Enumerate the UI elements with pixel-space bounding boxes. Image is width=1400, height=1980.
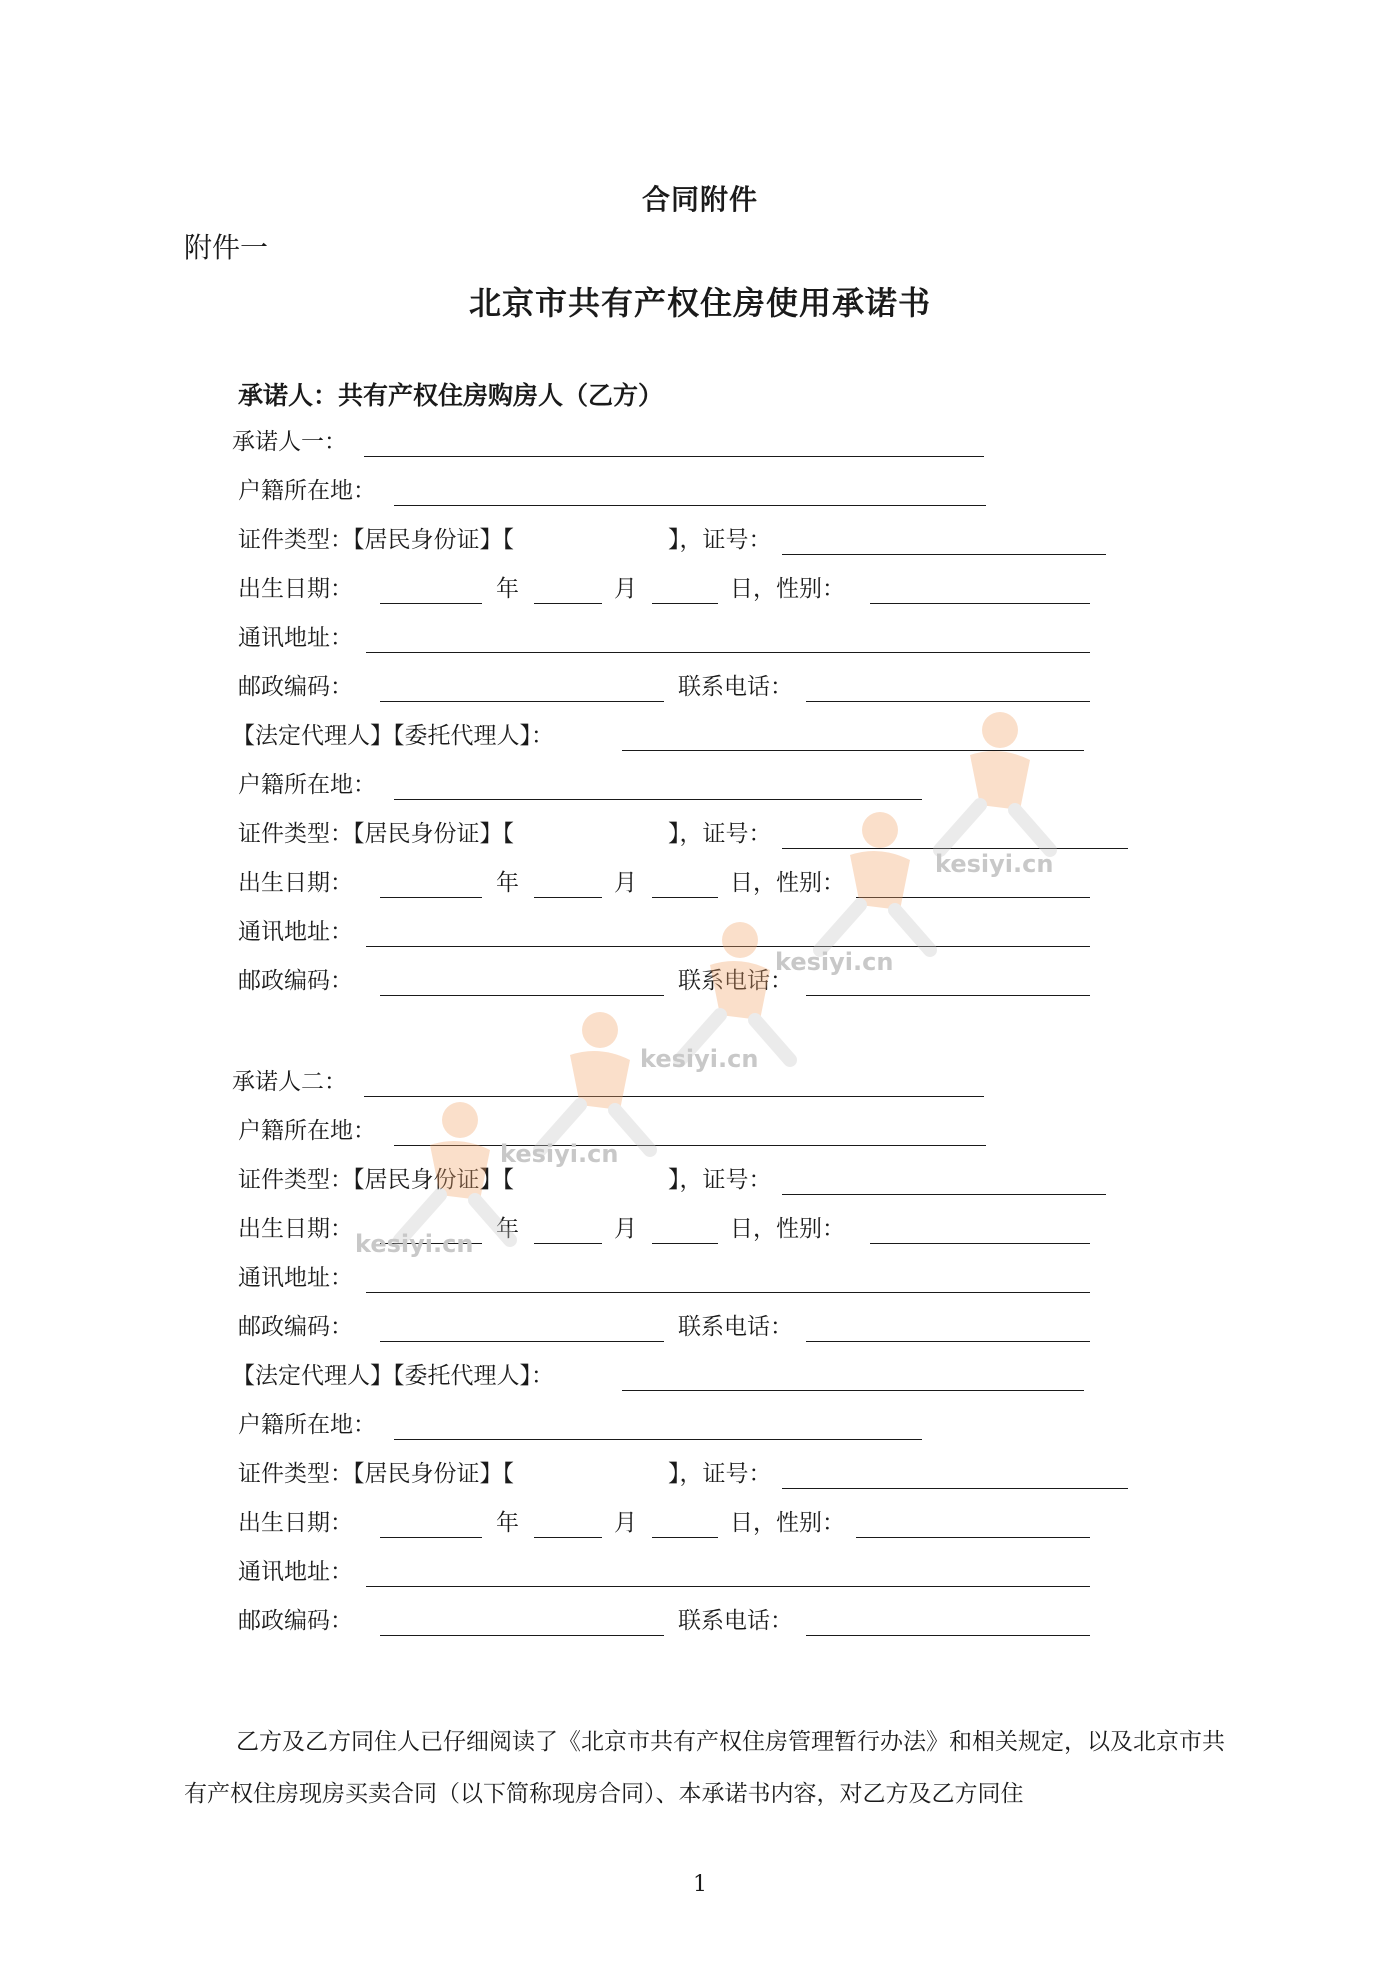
promisor-one-label: 承诺人一： xyxy=(232,429,347,455)
promisor-two-gender-field[interactable] xyxy=(870,1243,1090,1244)
promisor-two-agent-address-field[interactable] xyxy=(366,1586,1090,1587)
promisor-one-agent-id-number-field[interactable] xyxy=(782,848,1128,849)
phone-label: 联系电话： xyxy=(678,968,793,994)
id-number-label: 】，证号： xyxy=(668,821,772,847)
day-gender-label: 日，性别： xyxy=(730,1510,845,1536)
promisor-one-residence-field[interactable] xyxy=(394,505,986,506)
promisor-one-phone-field[interactable] xyxy=(806,701,1090,702)
promisor-one-agent-postcode-field[interactable] xyxy=(380,995,664,996)
address-label: 通讯地址： xyxy=(238,1559,353,1585)
promisor-two-name-field[interactable] xyxy=(364,1096,984,1097)
promisor-two-id-number-field[interactable] xyxy=(782,1194,1106,1195)
promisor-one-agent-birth-day-field[interactable] xyxy=(652,897,718,898)
promisor-one-agent-phone-field[interactable] xyxy=(806,995,1090,996)
promisor-one-agent-name-field[interactable] xyxy=(622,750,1084,751)
promisor-two-residence-field[interactable] xyxy=(394,1145,986,1146)
watermark-text: kesiyi.cn xyxy=(500,1140,619,1168)
postcode-label: 邮政编码： xyxy=(238,1314,353,1340)
promisor-one-birth-year-field[interactable] xyxy=(380,603,482,604)
id-type-label: 证件类型：【居民身份证】【 xyxy=(238,1461,514,1487)
birth-date-label: 出生日期： xyxy=(238,1510,353,1536)
phone-label: 联系电话： xyxy=(678,1608,793,1634)
document-header: 合同附件 xyxy=(641,183,758,216)
birth-date-label: 出生日期： xyxy=(238,870,353,896)
watermark-text: kesiyi.cn xyxy=(775,948,894,976)
year-label: 年 xyxy=(496,1510,519,1536)
promisor-one-id-number-field[interactable] xyxy=(782,554,1106,555)
id-type-label: 证件类型：【居民身份证】【 xyxy=(238,527,514,553)
residence-label: 户籍所在地： xyxy=(238,1118,376,1144)
id-number-label: 】，证号： xyxy=(668,1167,772,1193)
promisor-one-agent-residence-field[interactable] xyxy=(394,799,922,800)
watermark-text: kesiyi.cn xyxy=(935,850,1054,878)
promisor-two-postcode-field[interactable] xyxy=(380,1341,664,1342)
address-label: 通讯地址： xyxy=(238,919,353,945)
agent-residence-label: 户籍所在地： xyxy=(238,1412,376,1438)
day-gender-label: 日，性别： xyxy=(730,870,845,896)
birth-date-label: 出生日期： xyxy=(238,1216,353,1242)
agent-residence-label: 户籍所在地： xyxy=(238,772,376,798)
id-type-label: 证件类型：【居民身份证】【 xyxy=(238,1167,514,1193)
section-heading: 承诺人：共有产权住房购房人（乙方） xyxy=(238,381,664,410)
promisor-two-label: 承诺人二： xyxy=(232,1069,347,1095)
day-gender-label: 日，性别： xyxy=(730,1216,845,1242)
page-title: 北京市共有产权住房使用承诺书 xyxy=(468,284,931,322)
body-paragraph: 乙方及乙方同住人已仔细阅读了《北京市共有产权住房管理暂行办法》和相关规定，以及北京市共有产权住房现房买卖合同（以下简称现房合同）、本承诺书内容，对乙方及乙方同住 xyxy=(184,1729,1225,1807)
promisor-two-phone-field[interactable] xyxy=(806,1341,1090,1342)
birth-date-label: 出生日期： xyxy=(238,576,353,602)
promisor-two-agent-gender-field[interactable] xyxy=(856,1537,1090,1538)
year-label: 年 xyxy=(496,576,519,602)
promisor-one-address-field[interactable] xyxy=(366,652,1090,653)
promisor-two-agent-postcode-field[interactable] xyxy=(380,1635,664,1636)
promisor-one-birth-month-field[interactable] xyxy=(534,603,602,604)
agent-label: 【法定代理人】【委托代理人】： xyxy=(232,723,554,749)
month-label: 月 xyxy=(614,576,637,602)
promisor-two-address-field[interactable] xyxy=(366,1292,1090,1293)
address-label: 通讯地址： xyxy=(238,625,353,651)
promisor-one-postcode-field[interactable] xyxy=(380,701,664,702)
promisor-one-agent-address-field[interactable] xyxy=(366,946,1090,947)
phone-label: 联系电话： xyxy=(678,1314,793,1340)
page-number: 1 xyxy=(693,1872,707,1897)
month-label: 月 xyxy=(614,870,637,896)
year-label: 年 xyxy=(496,1216,519,1242)
watermark-text: kesiyi.cn xyxy=(640,1045,759,1073)
agent-label: 【法定代理人】【委托代理人】： xyxy=(232,1363,554,1389)
postcode-label: 邮政编码： xyxy=(238,674,353,700)
watermark-runner-icon xyxy=(900,700,1080,870)
promisor-two-birth-day-field[interactable] xyxy=(652,1243,718,1244)
promisor-two-agent-birth-month-field[interactable] xyxy=(534,1537,602,1538)
promisor-one-name-field[interactable] xyxy=(364,456,984,457)
promisor-one-agent-birth-year-field[interactable] xyxy=(380,897,482,898)
residence-label: 户籍所在地： xyxy=(238,478,376,504)
id-type-label: 证件类型：【居民身份证】【 xyxy=(238,821,514,847)
id-number-label: 】，证号： xyxy=(668,1461,772,1487)
promisor-two-birth-month-field[interactable] xyxy=(534,1243,602,1244)
promisor-two-agent-residence-field[interactable] xyxy=(394,1439,922,1440)
year-label: 年 xyxy=(496,870,519,896)
promisor-one-birth-day-field[interactable] xyxy=(652,603,718,604)
day-gender-label: 日，性别： xyxy=(730,576,845,602)
promisor-one-agent-gender-field[interactable] xyxy=(856,897,1090,898)
promisor-two-agent-name-field[interactable] xyxy=(622,1390,1084,1391)
month-label: 月 xyxy=(614,1216,637,1242)
phone-label: 联系电话： xyxy=(678,674,793,700)
promisor-one-gender-field[interactable] xyxy=(870,603,1090,604)
promisor-two-agent-birth-day-field[interactable] xyxy=(652,1537,718,1538)
postcode-label: 邮政编码： xyxy=(238,968,353,994)
promisor-two-agent-id-number-field[interactable] xyxy=(782,1488,1128,1489)
annex-label: 附件一 xyxy=(184,231,269,264)
month-label: 月 xyxy=(614,1510,637,1536)
promisor-two-agent-phone-field[interactable] xyxy=(806,1635,1090,1636)
watermark-text: kesiyi.cn xyxy=(355,1230,474,1258)
promisor-one-agent-birth-month-field[interactable] xyxy=(534,897,602,898)
address-label: 通讯地址： xyxy=(238,1265,353,1291)
promisor-two-agent-birth-year-field[interactable] xyxy=(380,1537,482,1538)
postcode-label: 邮政编码： xyxy=(238,1608,353,1634)
id-number-label: 】，证号： xyxy=(668,527,772,553)
